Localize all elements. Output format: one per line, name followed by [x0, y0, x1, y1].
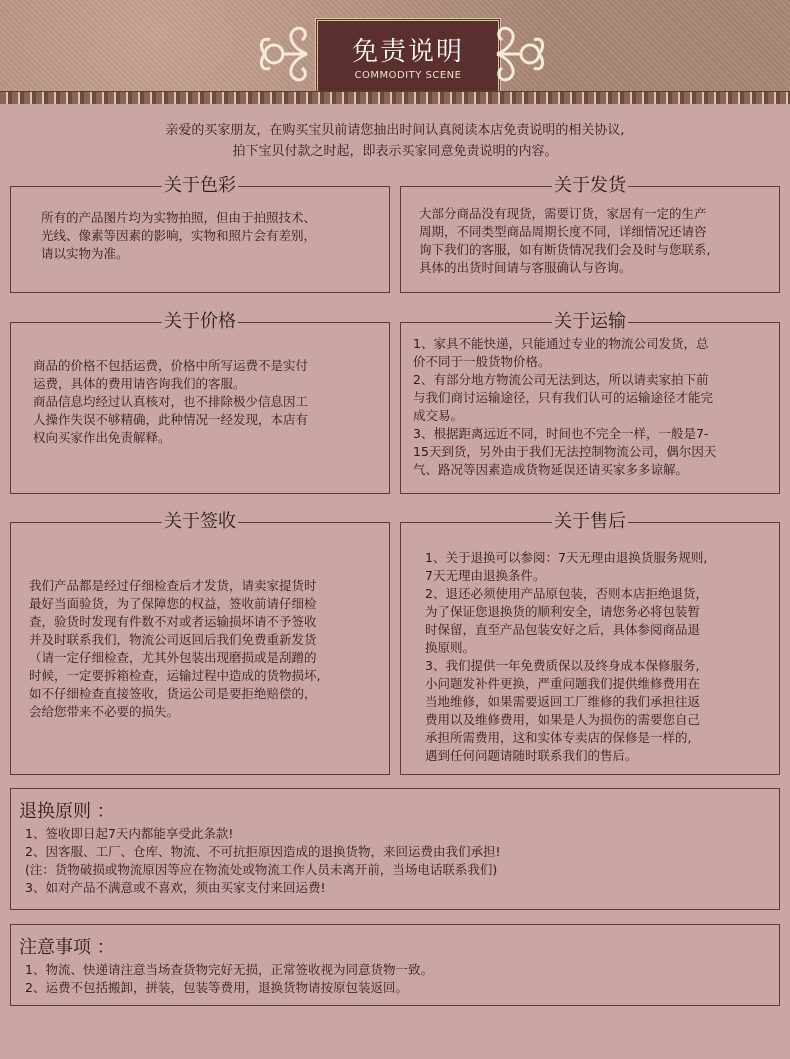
text-line: 所有的产品图片均为实物拍照，但由于拍照技术、 — [41, 210, 317, 225]
ornament-right-icon — [492, 18, 552, 90]
text-line: 15天到货，另外由于我们无法控制物流公司，偶尔因天 — [413, 444, 717, 459]
text-line: 具体的出货时间请与客服确认与咨询。 — [419, 260, 632, 275]
text-line: 价不同于一般货物价格。 — [413, 354, 551, 369]
ornament-left-icon — [252, 18, 312, 90]
text-line: 2、退还必须使用产品原包装，否则本店拒绝退货， — [425, 586, 708, 601]
list-item: 3、如对产品不满意或不喜欢，须由买家支付来回运费! — [25, 880, 326, 895]
section-shipping — [400, 175, 780, 293]
text-line: 小问题发补件更换，严重问题我们提供维修费用在 — [425, 676, 701, 691]
text-line: 并及时联系我们，物流公司返回后我们免费重新发货 — [29, 632, 317, 647]
section-color — [10, 175, 390, 293]
section-price-body — [33, 357, 383, 447]
text-line: 与我们商讨运输途径，只有我们认可的运输途径才能完 — [413, 390, 714, 405]
text-line: 时保留，直至产品包装安好之后，具体参阅商品退 — [425, 622, 701, 637]
page-title: 免责说明 — [351, 37, 464, 67]
text-line: 商品信息均经过认真核对，也不排除极少信息因工 — [33, 394, 309, 409]
text-line: 周期，不同类型商品周期长度不同，详细情况还请咨 — [419, 224, 707, 239]
text-line: 商品的价格不包括运费，价格中所写运费不是实付 — [33, 358, 309, 373]
intro-text — [0, 120, 790, 162]
text-line: 1、关于退换可以参阅：7天无理由退换货服务规则, — [425, 550, 708, 565]
text-line: 最好当面验货，为了保障您的权益，签收前请仔细检 — [29, 596, 317, 611]
decorative-band — [0, 91, 790, 104]
text-line: 遇到任何问题请随时联系我们的售后。 — [425, 748, 638, 763]
section-receipt-body — [29, 577, 385, 721]
text-line: 费用以及维修费用，如果是人为损伤的需要您自己 — [425, 712, 701, 727]
text-line: 2、有部分地方物流公司无法到达，所以请卖家拍下前 — [413, 372, 709, 387]
section-returns — [10, 788, 780, 910]
list-item: 2、运费不包括搬卸，拼装，包装等费用，退换货物请按原包装返回。 — [25, 980, 408, 995]
text-line: 我们产品都是经过仔细检查后才发货，请卖家提货时 — [29, 578, 317, 593]
text-line: 换原则。 — [425, 640, 476, 655]
text-line: 当地维修，如果需要返回工厂维修的我们承担往返 — [425, 694, 701, 709]
section-notes — [10, 924, 780, 1006]
text-line: 询下我们的客服，如有断货情况我们会及时与您联系, — [419, 242, 711, 257]
section-color-title: 关于色彩 — [164, 175, 236, 196]
list-item: 1、物流、快递请注意当场查货物完好无损，正常签收视为同意货物一致。 — [25, 962, 433, 977]
text-line: 3、我们提供一年免费质保以及终身成本保修服务, — [425, 658, 700, 673]
text-line: 如不仔细检查直接签收，货运公司是要拒绝赔偿的， — [29, 686, 317, 701]
text-line: 权向买家作出免责解释。 — [33, 430, 171, 445]
header-banner — [0, 0, 790, 104]
text-line: 人操作失误不够精确，此种情况一经发现，本店有 — [33, 412, 309, 427]
text-line: 为了保证您退换货的顺利安全，请您务必将包装暂 — [425, 604, 701, 619]
list-item: 2、因客服、工厂、仓库、物流、不可抗拒原因造成的退换货物，来回运费由我们承担! — [25, 844, 501, 859]
text-line: 1、家具不能快递，只能通过专业的物流公司发货，总 — [413, 336, 709, 351]
section-aftersale-body — [425, 549, 775, 765]
text-line: 查，验货时发现有件数不对或者运输损坏请不予签收 — [29, 614, 317, 629]
text-line: 成交易。 — [413, 408, 464, 423]
intro-line-1: 亲爱的买家朋友，在购买宝贝前请您抽出时间认真阅读本店免责说明的相关协议, — [165, 123, 625, 138]
section-transport — [400, 311, 780, 494]
text-line: 7天无理由退换条件。 — [425, 568, 546, 583]
section-receipt-title: 关于签收 — [164, 511, 236, 532]
section-color-body — [41, 209, 386, 263]
text-line: 大部分商品没有现货，需要订货，家居有一定的生产 — [419, 206, 707, 221]
list-item: (注：货物破损或物流原因等应在物流处或物流工作人员未离开前，当场电话联系我们) — [25, 862, 498, 877]
notes-list — [25, 961, 433, 997]
returns-title: 退换原则 ： — [19, 801, 115, 822]
text-line: 会给您带来不必要的损失。 — [29, 704, 180, 719]
text-line: 请以实物为准。 — [41, 246, 129, 261]
text-line: （请一定仔细检查，尤其外包装出现磨损或是刮蹭的 — [29, 650, 317, 665]
section-price — [10, 311, 390, 494]
list-item: 1、签收即日起7天内都能享受此条款! — [25, 826, 234, 841]
text-line: 3、根据距离远近不同，时间也不完全一样，一般是7- — [413, 426, 709, 441]
section-transport-title: 关于运输 — [554, 311, 626, 332]
page-subtitle: COMMODITY SCENE — [354, 70, 462, 81]
notes-title: 注意事项 ： — [19, 937, 115, 958]
section-aftersale-title: 关于售后 — [554, 511, 626, 532]
section-receipt — [10, 511, 390, 775]
text-line: 承担所需费用，这和实体专卖店的保修是一样的, — [425, 730, 692, 745]
text-line: 光线、像素等因素的影响，实物和照片会有差别， — [41, 228, 317, 243]
returns-list — [25, 825, 500, 897]
section-aftersale — [400, 511, 780, 775]
text-line: 时候，一定要拆箱检查，运输过程中造成的货物损坏, — [29, 668, 321, 683]
intro-line-2: 拍下宝贝付款之时起，即表示买家同意免责说明的内容。 — [232, 144, 558, 159]
section-shipping-title: 关于发货 — [554, 175, 626, 196]
text-line: 运费，具体的费用请咨询我们的客服。 — [33, 376, 246, 391]
text-line: 气、路况等因素造成货物延误还请买家多多谅解。 — [413, 462, 689, 477]
section-price-title: 关于价格 — [164, 311, 236, 332]
title-box — [315, 18, 501, 96]
section-transport-body — [413, 335, 775, 479]
section-shipping-body — [419, 205, 774, 277]
